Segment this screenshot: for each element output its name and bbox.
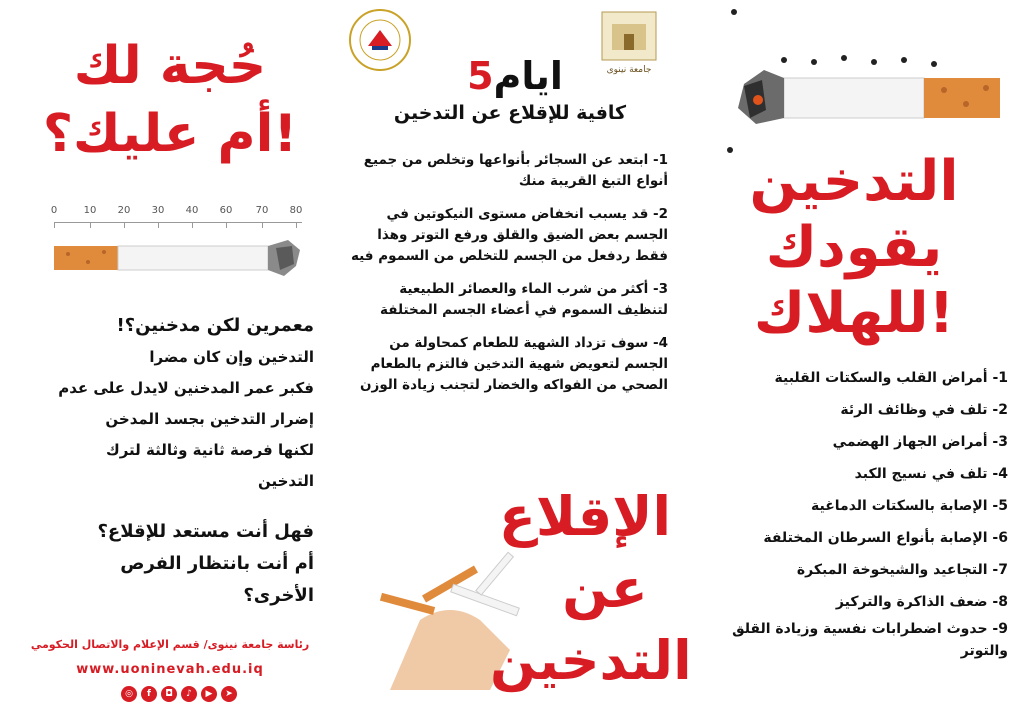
right-title-line3: للهلاك! [753, 281, 955, 346]
social-icons [114, 686, 244, 704]
left-title-line1: حُجة لك [73, 36, 267, 96]
ruler-tick: 20 [117, 205, 131, 216]
ruler-tick: 60 [219, 205, 233, 216]
ruler-tick: 80 [289, 205, 303, 216]
left-body-heading: معمرين لكن مدخنين؟! [116, 315, 314, 336]
youtube-icon[interactable]: ▶ [201, 686, 217, 702]
ruler-line [54, 222, 302, 229]
footer-website-link[interactable]: www.uoninevah.edu.iq [76, 662, 264, 677]
harm-item: 7- التجاعيد والشيخوخة المبكرة [796, 562, 1008, 578]
logo-arabic-name: جامعة نينوى [606, 65, 652, 75]
tip-item: 2- قد يسبب انخفاض مستوى النيكوتين في الجسم بعض الضيق والقلق ورفع التوتر وهذا فقط ردفعل من الجسم للتخلص من السموم فيه [350, 206, 668, 264]
left-body-line: فكبر عمر المدخنين لايدل على عدم [58, 379, 314, 397]
harm-item: 6- الإصابة بأنواع السرطان المختلفة [763, 530, 1008, 546]
headline-number: 5 [467, 54, 494, 98]
telegram-icon[interactable]: ➤ [221, 686, 237, 702]
burning-cigarette-image [48, 236, 308, 278]
tips-list [348, 150, 668, 408]
quit-title-line3: التدخين [490, 629, 692, 692]
tip-item: 4- سوف تزداد الشهية للطعام كمحاولة من الجسم لتعويض شهية التدخين فالتزم بالطعام الصحي من الفواكه والخضار لتجنب زيادة الوزن [360, 335, 668, 393]
harm-item: 2- تلف في وظائف الرئة [840, 402, 1008, 418]
quit-title-line1: الإقلاع [499, 485, 671, 548]
harm-item: 4- تلف في نسيج الكبد [854, 466, 1008, 482]
harm-item: 3- أمراض الجهاز الهضمي [832, 434, 1008, 450]
left-question-line: أم أنت بانتظار الفرص [120, 553, 314, 574]
harm-item: 1- أمراض القلب والسكتات القلبية [774, 370, 1008, 386]
tip-item: 1- ابتعد عن السجائر بأنواعها وتخلص من جميع أنواع التبغ القريبة منك [363, 152, 668, 189]
left-question-line: فهل أنت مستعد للإقلاع؟ [97, 521, 314, 542]
left-body-line: إضرار التدخين بجسد المدخن [105, 410, 314, 428]
ruler-tick: 10 [83, 205, 97, 216]
right-title-line2: يقودك [765, 215, 943, 280]
burning-cigarette-runners-image [704, 0, 1020, 160]
right-panel [684, 0, 1024, 724]
tiktok-icon[interactable]: ♪ [181, 686, 197, 702]
globe-icon[interactable]: ◎ [121, 686, 137, 702]
left-body-line: التدخين وإن كان مضرا [149, 348, 314, 366]
middle-panel [340, 0, 692, 724]
right-title-line1: التدخين [749, 149, 959, 214]
ruler-tick: 30 [151, 205, 165, 216]
footer-organization: رئاسة جامعة نينوى/ قسم الإعلام والاتصال الحكومي [30, 638, 310, 651]
harm-item: 5- الإصابة بالسكتات الدماغية [811, 498, 1008, 514]
ministry-logo [348, 8, 412, 72]
quit-title-line2: عن [562, 557, 648, 620]
left-title-line2: أم عليك؟! [42, 104, 298, 164]
harm-item: 9- حدوث اضطرابات نفسية وزيادة القلق والتوتر [732, 621, 1008, 659]
left-body-line: التدخين [258, 472, 314, 490]
ruler-tick: 40 [185, 205, 199, 216]
ruler-tick: 0 [50, 205, 58, 216]
tip-item: 3- أكثر من شرب الماء والعصائر الطبيعية لتنظيف السموم في أعضاء الجسم المختلفة [380, 281, 668, 318]
ninevah-university-logo [598, 8, 660, 78]
left-panel [0, 0, 340, 724]
ruler-tick: 70 [255, 205, 269, 216]
ruler-tick-labels [50, 205, 310, 219]
harms-list [700, 362, 1008, 662]
facebook-icon[interactable]: f [141, 686, 157, 702]
subheadline: كافية للإقلاع عن التدخين [393, 102, 627, 124]
headline-word: ايام [493, 54, 563, 98]
left-body-line: لكنها فرصة ثانية وثالثة لترك [105, 441, 314, 459]
instagram-icon[interactable]: ◘ [161, 686, 177, 702]
left-question-line: الأخرى؟ [243, 585, 314, 606]
headline [450, 54, 580, 98]
harm-item: 8- ضعف الذاكرة والتركيز [835, 594, 1008, 610]
